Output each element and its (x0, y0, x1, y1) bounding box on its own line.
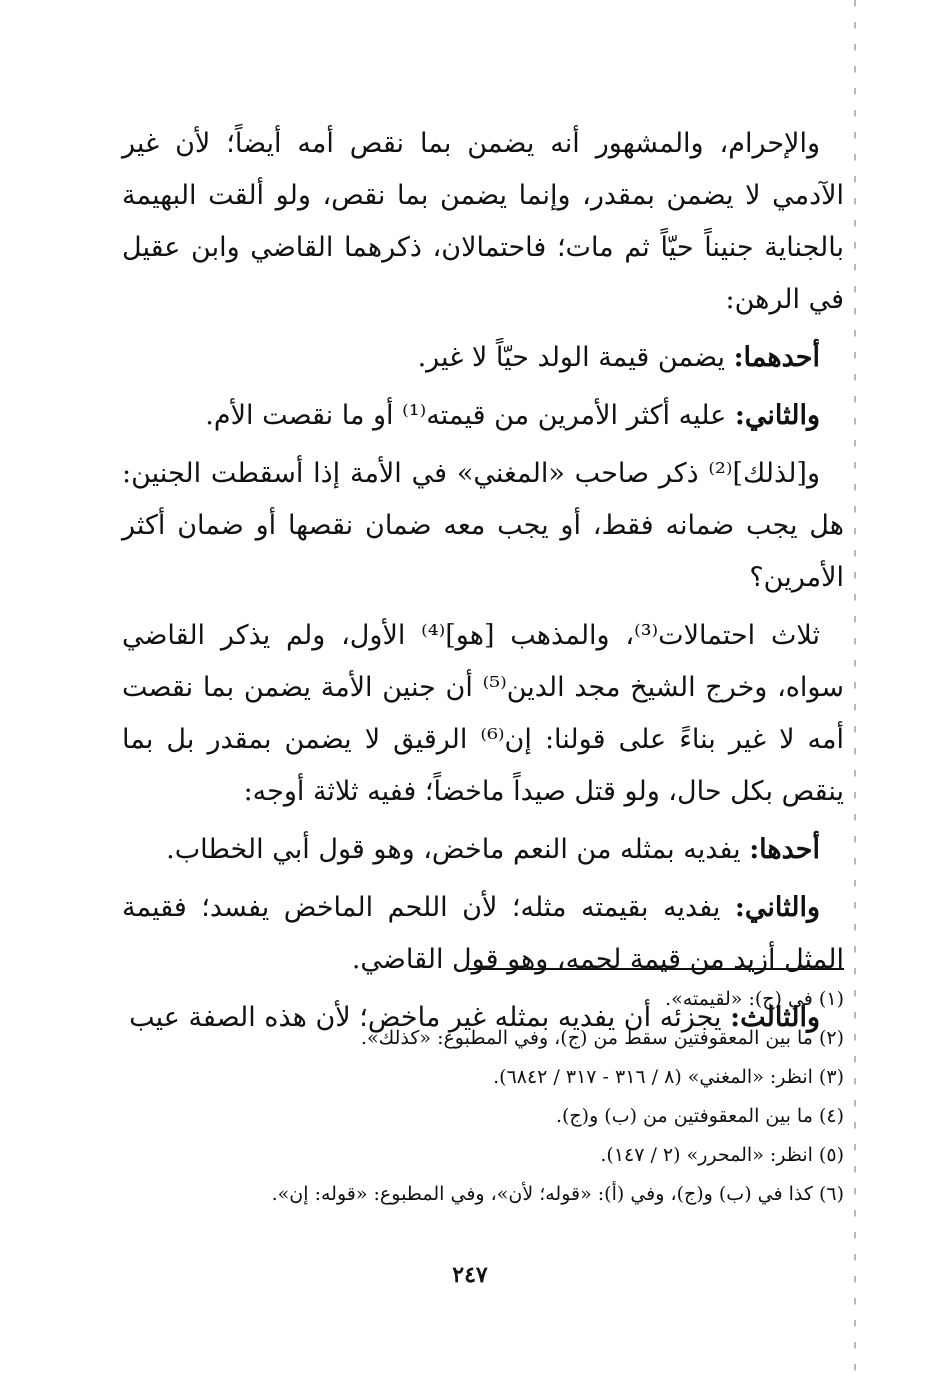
paragraph-3-lead: والثاني: (734, 400, 820, 431)
paragraph-3-text: عليه أكثر الأمرين من قيمته⁽¹⁾ أو ما نقصت الأم. (205, 400, 735, 431)
paragraph-4: و[لذلك]⁽²⁾ ذكر صاحب «المغني» في الأمة إذا أسقطت الجنين: هل يجب ضمانه فقط، أو يجب معه ضمان نقصها أو ضمان أكثر الأمرين؟ (122, 458, 844, 593)
paragraph-1: والإحرام، والمشهور أنه يضمن بما نقص أمه أيضاً؛ لأن غير الآدمي لا يضمن بمقدر، وإنما يضمن بما نقص، ولو ألقت البهيمة بالجناية جنيناً حيّاً ثم مات؛ فاحتمالان، ذكرهما القاضي وابن عقيل في الرهن: (122, 128, 845, 315)
footnote-3: (٣) انظر: «المغني» (٨ / ٣١٦ - ٣١٧ / ٦٨٤٢). (493, 1066, 844, 1088)
paragraph-6-lead: أحدها: (749, 834, 820, 865)
footnote-2: (٢) ما بين المعقوفتين سقط من (ج)، وفي المطبوع: «كذلك». (360, 1027, 844, 1049)
footnote-4: (٤) ما بين المعقوفتين من (ب) و(ج). (555, 1105, 844, 1127)
paragraph-6 (122, 824, 844, 876)
paragraph-2 (122, 332, 844, 384)
paragraph-2-text: يضمن قيمة الولد حيّاً لا غير. (417, 342, 734, 373)
paragraph-8-lead: والثالث: (730, 1002, 820, 1033)
paragraph-7 (122, 882, 844, 986)
paragraph-2-lead: أحدهما: (733, 342, 820, 373)
paragraph-6-text: يفديه بمثله من النعم ماخض، وهو قول أبي الخطاب. (166, 834, 750, 865)
footnote-5: (٥) انظر: «المحرر» (٢ / ١٤٧). (600, 1144, 844, 1166)
page-number: ٢٤٧ (452, 1262, 488, 1288)
paragraph-5: ثلاث احتمالات⁽³⁾، والمذهب [هو]⁽⁴⁾ الأول، ولم يذكر القاضي سواه، وخرج الشيخ مجد الدين⁽⁵⁾ أن جنين الأمة يضمن بما نقصت أمه لا غير بناءً على قولنا: إن⁽⁶⁾ الرقيق لا يضمن بمقدر بل بما ينقص بكل حال، ولو قتل صيداً ماخضاً؛ ففيه ثلاثة أوجه: (122, 620, 845, 807)
paragraph-7-text: يفديه بقيمته مثله؛ لأن اللحم الماخض يفسد؛ فقيمة المثل أزيد من قيمة لحمه، وهو قول القاضي. (122, 892, 844, 975)
binding-edge (854, 0, 856, 1374)
footnote-1: (١) في (ج): «لقيمته». (665, 988, 844, 1010)
main-text (122, 118, 844, 1050)
paragraph-8-text: يجزئه أن يفديه بمثله غير ماخض؛ لأن هذه الصفة عيب (129, 1002, 731, 1033)
footnote-divider (468, 968, 844, 970)
paragraph-3 (122, 390, 844, 442)
footnotes (144, 980, 844, 1214)
footnote-6: (٦) كذا في (ب) و(ج)، وفي (أ): «قوله؛ لأن»، وفي المطبوع: «قوله: إن». (271, 1183, 844, 1205)
paragraph-7-lead: والثاني: (734, 892, 820, 923)
